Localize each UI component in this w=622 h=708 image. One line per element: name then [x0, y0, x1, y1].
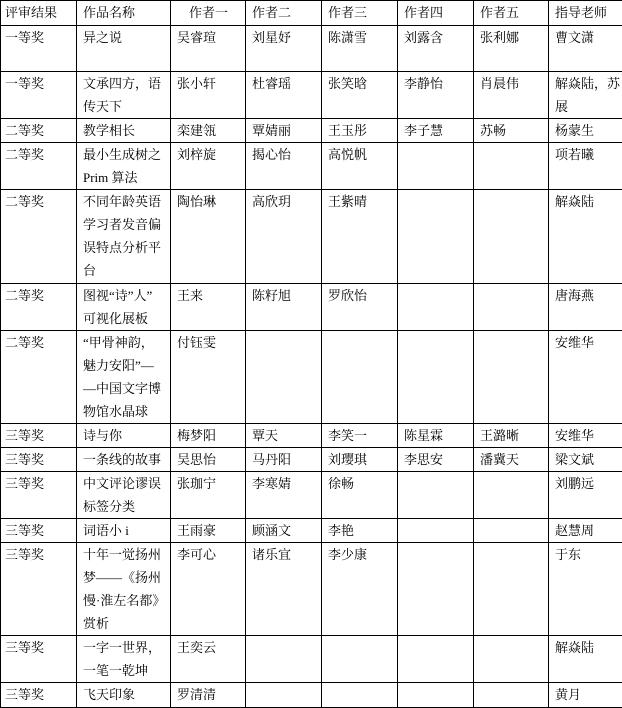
author-2-cell: 覃天 — [246, 424, 322, 448]
work-title-cell — [77, 284, 171, 331]
author-4-cell — [398, 190, 474, 284]
author-5-cell — [474, 636, 549, 683]
advisor-cell: 解焱陆 — [549, 636, 622, 683]
table-row — [1, 543, 622, 636]
author-3-cell: 李艳 — [322, 519, 398, 543]
table-row — [1, 331, 622, 424]
award-level-cell: 三等奖 — [1, 424, 77, 448]
author-1-cell: 刘梓旋 — [171, 143, 246, 190]
author-1-cell: 王奕云 — [171, 636, 246, 683]
author-5-cell — [474, 472, 549, 519]
author-4-cell: 李子慧 — [398, 119, 474, 143]
author-1-cell: 李可心 — [171, 543, 246, 636]
author-1-cell: 罗清清 — [171, 683, 246, 708]
work-title-line: 误特点分析平 — [83, 236, 169, 259]
author-3-cell: 李少康 — [322, 543, 398, 636]
author-4-cell — [398, 683, 474, 708]
header-author-5: 作者五 — [474, 1, 549, 26]
author-2-cell: 刘星妤 — [246, 26, 322, 72]
author-1-cell: 王雨豪 — [171, 519, 246, 543]
award-level-cell: 三等奖 — [1, 472, 77, 519]
author-3-cell: 李笑一 — [322, 424, 398, 448]
author-2-cell: 李寒婧 — [246, 472, 322, 519]
advisor-cell: 曹文潇 — [549, 26, 622, 72]
work-title-cell — [77, 683, 171, 708]
author-2-cell: 顾涵文 — [246, 519, 322, 543]
work-title-line: “甲骨神韵， — [83, 331, 169, 354]
author-4-cell — [398, 331, 474, 424]
work-title-cell — [77, 331, 171, 424]
author-5-cell: 王潞晰 — [474, 424, 549, 448]
author-2-cell: 覃婧丽 — [246, 119, 322, 143]
work-title-line: 词语小 i — [83, 519, 169, 542]
work-title-line: Prim 算法 — [83, 166, 169, 189]
header-author-1: 作者一 — [171, 1, 246, 26]
author-3-cell — [322, 636, 398, 683]
author-3-cell: 刘璎琪 — [322, 448, 398, 472]
work-title-line: 慢·淮左名都》 — [83, 589, 169, 612]
author-1-cell: 付钰雯 — [171, 331, 246, 424]
work-title-cell — [77, 72, 171, 119]
work-title-line: 可视化展板 — [83, 307, 169, 330]
table-row — [1, 119, 622, 143]
author-5-cell: 张利娜 — [474, 26, 549, 72]
author-1-cell: 陶怡琳 — [171, 190, 246, 284]
header-author-3: 作者三 — [322, 1, 398, 26]
work-title-line: 一条线的故事 — [83, 448, 169, 471]
header-row — [1, 1, 622, 26]
work-title-line: 教学相长 — [83, 119, 169, 142]
table-header — [1, 1, 622, 26]
author-4-cell — [398, 472, 474, 519]
author-2-cell: 陈籽旭 — [246, 284, 322, 331]
award-level-cell: 三等奖 — [1, 683, 77, 708]
author-3-cell — [322, 683, 398, 708]
advisor-cell: 项若曦 — [549, 143, 622, 190]
award-level-cell: 二等奖 — [1, 331, 77, 424]
author-1-cell: 梅梦阳 — [171, 424, 246, 448]
advisor-cell: 唐海燕 — [549, 284, 622, 331]
table-row — [1, 683, 622, 708]
author-2-cell — [246, 331, 322, 424]
header-result: 评审结果 — [1, 1, 77, 26]
work-title-line: 赏析 — [83, 612, 169, 635]
author-4-cell — [398, 636, 474, 683]
work-title-line: 台 — [83, 259, 169, 282]
work-title-cell — [77, 424, 171, 448]
author-4-cell — [398, 284, 474, 331]
author-5-cell — [474, 331, 549, 424]
table-row — [1, 472, 622, 519]
author-2-cell: 杜睿瑶 — [246, 72, 322, 119]
work-title-line: 不同年龄英语 — [83, 190, 169, 213]
table-body — [1, 26, 622, 708]
award-level-cell: 二等奖 — [1, 284, 77, 331]
award-level-cell: 二等奖 — [1, 190, 77, 284]
author-4-cell: 刘露含 — [398, 26, 474, 72]
author-3-cell: 罗欣怡 — [322, 284, 398, 331]
work-title-line: 一笔一乾坤 — [83, 659, 169, 682]
work-title-line: 学习者发音偏 — [83, 213, 169, 236]
work-title-cell — [77, 472, 171, 519]
author-5-cell — [474, 284, 549, 331]
work-title-line: 文承四方，语 — [83, 72, 169, 95]
author-5-cell — [474, 543, 549, 636]
header-work-title: 作品名称 — [77, 1, 171, 26]
work-title-cell — [77, 26, 171, 72]
table-row — [1, 26, 622, 72]
award-level-cell: 二等奖 — [1, 143, 77, 190]
award-level-cell: 三等奖 — [1, 636, 77, 683]
author-1-cell: 栾建瓴 — [171, 119, 246, 143]
advisor-cell: 于东 — [549, 543, 622, 636]
author-1-cell: 张小轩 — [171, 72, 246, 119]
author-3-cell: 陈潇雪 — [322, 26, 398, 72]
work-title-cell — [77, 143, 171, 190]
table-row — [1, 143, 622, 190]
author-2-cell: 马丹阳 — [246, 448, 322, 472]
work-title-cell — [77, 190, 171, 284]
work-title-cell — [77, 519, 171, 543]
table-row — [1, 424, 622, 448]
author-4-cell — [398, 519, 474, 543]
author-4-cell — [398, 143, 474, 190]
author-3-cell: 王玉彤 — [322, 119, 398, 143]
author-1-cell: 张珈宁 — [171, 472, 246, 519]
work-title-line: 异之说 — [83, 26, 169, 49]
award-level-cell: 三等奖 — [1, 519, 77, 543]
work-title-line: 传天下 — [83, 95, 169, 118]
header-advisor: 指导老师 — [549, 1, 622, 26]
award-level-cell: 二等奖 — [1, 119, 77, 143]
advisor-cell: 解焱陆，苏展 — [549, 72, 622, 119]
work-title-line: —中国文字博 — [83, 377, 169, 400]
author-3-cell: 王紫晴 — [322, 190, 398, 284]
author-3-cell — [322, 331, 398, 424]
work-title-cell — [77, 636, 171, 683]
author-5-cell: 苏畅 — [474, 119, 549, 143]
author-4-cell — [398, 543, 474, 636]
table-row — [1, 519, 622, 543]
work-title-line: 标签分类 — [83, 495, 169, 518]
advisor-cell: 梁文斌 — [549, 448, 622, 472]
work-title-line: 中文评论谬误 — [83, 472, 169, 495]
award-level-cell: 一等奖 — [1, 26, 77, 72]
author-3-cell: 徐畅 — [322, 472, 398, 519]
author-5-cell — [474, 519, 549, 543]
author-5-cell — [474, 190, 549, 284]
award-level-cell: 三等奖 — [1, 448, 77, 472]
author-4-cell: 李静怡 — [398, 72, 474, 119]
work-title-line: 诗与你 — [83, 424, 169, 447]
work-title-line: 一字一世界， — [83, 636, 169, 659]
author-5-cell — [474, 683, 549, 708]
author-3-cell: 张笑晗 — [322, 72, 398, 119]
work-title-line: 梦——《扬州 — [83, 566, 169, 589]
work-title-line: 魅力安阳”— — [83, 354, 169, 377]
award-level-cell: 三等奖 — [1, 543, 77, 636]
work-title-line: 飞天印象 — [83, 683, 169, 706]
table-row — [1, 72, 622, 119]
work-title-cell — [77, 119, 171, 143]
header-author-2: 作者二 — [246, 1, 322, 26]
author-2-cell: 诸乐宜 — [246, 543, 322, 636]
work-title-line: 物馆水晶球 — [83, 400, 169, 423]
author-4-cell: 李思安 — [398, 448, 474, 472]
work-title-line: 十年一觉扬州 — [83, 543, 169, 566]
table-row — [1, 448, 622, 472]
author-2-cell: 揭心怡 — [246, 143, 322, 190]
author-4-cell: 陈星霖 — [398, 424, 474, 448]
work-title-cell — [77, 448, 171, 472]
table-row — [1, 190, 622, 284]
author-2-cell — [246, 636, 322, 683]
author-2-cell: 高欣玥 — [246, 190, 322, 284]
author-1-cell: 王来 — [171, 284, 246, 331]
advisor-cell: 刘鹏远 — [549, 472, 622, 519]
author-5-cell: 潘冀天 — [474, 448, 549, 472]
author-1-cell: 吴睿瑄 — [171, 26, 246, 72]
table-row — [1, 284, 622, 331]
advisor-cell: 解焱陆 — [549, 190, 622, 284]
advisor-cell: 安维华 — [549, 331, 622, 424]
advisor-cell: 赵慧周 — [549, 519, 622, 543]
advisor-cell: 黄月 — [549, 683, 622, 708]
author-2-cell — [246, 683, 322, 708]
work-title-line: 图视“诗”人” — [83, 284, 169, 307]
work-title-cell — [77, 543, 171, 636]
table-row — [1, 636, 622, 683]
author-5-cell — [474, 143, 549, 190]
author-3-cell: 高悦帆 — [322, 143, 398, 190]
advisor-cell: 杨蒙生 — [549, 119, 622, 143]
author-1-cell: 吴思怡 — [171, 448, 246, 472]
author-5-cell: 肖晨伟 — [474, 72, 549, 119]
award-level-cell: 一等奖 — [1, 72, 77, 119]
work-title-line: 最小生成树之 — [83, 143, 169, 166]
advisor-cell: 安维华 — [549, 424, 622, 448]
header-author-4: 作者四 — [398, 1, 474, 26]
